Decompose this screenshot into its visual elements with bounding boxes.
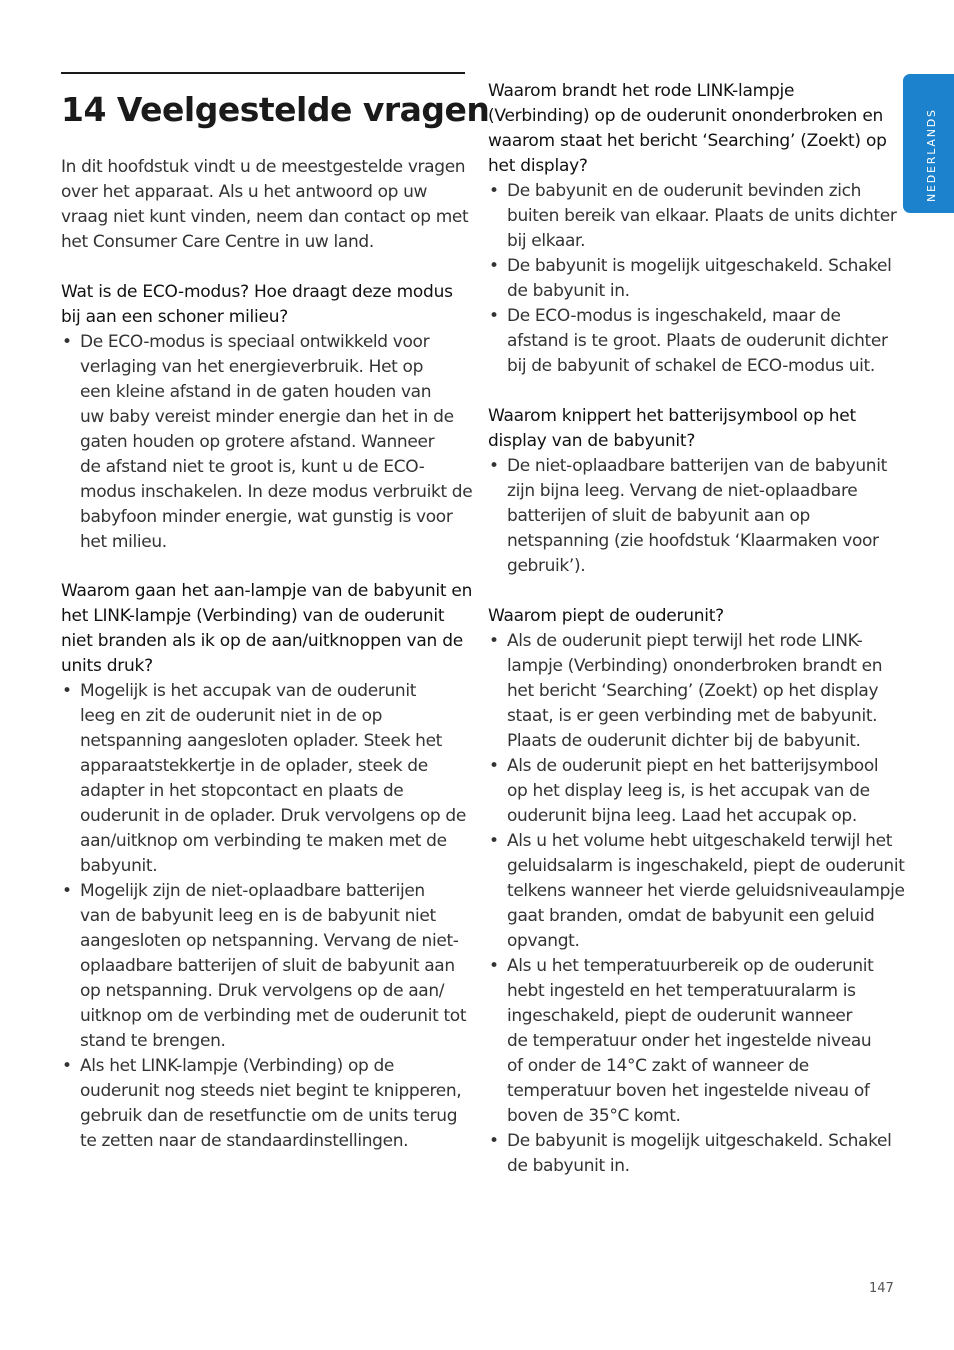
answer-line: of onder de 14°C zakt of wanneer de xyxy=(507,1056,809,1076)
faq-question xyxy=(61,579,473,679)
answer-line: Als u het volume hebt uitgeschakeld terwijl het xyxy=(507,831,893,851)
answer-line: een kleine afstand in de gaten houden van xyxy=(80,382,432,402)
answer-bullet xyxy=(488,629,890,754)
answer-line: uw baby vereist minder energie dan het in de xyxy=(80,407,454,427)
faq-battery-blink xyxy=(488,404,890,579)
answer-line: apparaatstekkertje in de oplader, steek de xyxy=(80,756,428,776)
answer-line: gaat branden, omdat de babyunit een geluid xyxy=(507,906,875,926)
answer-line: het bericht ‘Searching’ (Zoekt) op het display xyxy=(507,681,879,701)
faq-question xyxy=(488,604,890,629)
question-line: Waarom gaan het aan-lampje van de babyunit en xyxy=(61,581,473,601)
answer-bullet xyxy=(488,304,890,379)
language-tab-label: NEDERLANDS xyxy=(925,108,938,202)
bullet-icon: • xyxy=(62,681,73,701)
answer-bullet xyxy=(488,754,890,829)
answer-line: telkens wanneer het vierde geluidsniveaulampje xyxy=(507,881,905,901)
answer-line: aangesloten op netspanning. Vervang de niet- xyxy=(80,931,459,951)
answer-line: netspanning (zie hoofdstuk ‘Klaarmaken voor xyxy=(507,531,879,551)
question-line: niet branden als ik op de aan/uitknoppen van de xyxy=(61,631,463,651)
answer-bullet xyxy=(488,1129,890,1179)
question-line: waarom staat het bericht ‘Searching’ (Zoekt) op xyxy=(488,131,887,151)
answer-line: De babyunit en de ouderunit bevinden zich xyxy=(507,181,862,201)
answer-line: te zetten naar de standaardinstellingen. xyxy=(80,1131,409,1151)
answer-line: De ECO-modus is speciaal ontwikkeld voor xyxy=(80,332,430,352)
answer-line: Mogelijk zijn de niet-oplaadbare batterijen xyxy=(80,881,425,901)
question-line: (Verbinding) op de ouderunit ononderbroken en xyxy=(488,106,884,126)
intro-line: over het apparaat. Als u het antwoord op uw xyxy=(61,182,428,202)
bullet-icon: • xyxy=(489,1131,500,1151)
question-line: Waarom brandt het rode LINK-lampje xyxy=(488,81,795,101)
question-line: het display? xyxy=(488,156,588,176)
faq-lamps-not-lit xyxy=(61,579,473,1154)
answer-line: staat, is er geen verbinding met de babyunit. xyxy=(507,706,878,726)
answer-line: gaten houden op grotere afstand. Wanneer xyxy=(80,432,435,452)
answer-line: gebruik’). xyxy=(507,556,586,576)
answer-bullet xyxy=(488,954,890,1129)
answer-bullet xyxy=(488,179,897,254)
page-number: 147 xyxy=(869,1281,894,1296)
question-line: Wat is de ECO-modus? Hoe draagt deze modus xyxy=(61,282,453,302)
answer-bullet xyxy=(488,254,890,304)
answer-line: adapter in het stopcontact en plaats de xyxy=(80,781,404,801)
answer-line: babyfoon minder energie, wat gunstig is voor xyxy=(80,507,453,527)
faq-question xyxy=(488,404,890,454)
faq-eco-mode xyxy=(61,280,473,555)
faq-question xyxy=(488,79,890,179)
faq-link-searching xyxy=(488,79,897,379)
answer-bullet xyxy=(488,454,890,579)
bullet-icon: • xyxy=(489,181,500,201)
faq-question xyxy=(61,280,466,330)
question-line: bij aan een schoner milieu? xyxy=(61,307,288,327)
answer-line: bij elkaar. xyxy=(507,231,586,251)
bullet-icon: • xyxy=(489,456,500,476)
answer-line: stand te brengen. xyxy=(80,1031,226,1051)
answer-line: zijn bijna leeg. Vervang de niet-oplaadbare xyxy=(507,481,858,501)
answer-line: Mogelijk is het accupak van de ouderunit xyxy=(80,681,417,701)
answer-line: uitknop om de verbinding met de ouderunit tot xyxy=(80,1006,467,1026)
answer-line: van de babyunit leeg en is de babyunit niet xyxy=(80,906,436,926)
answer-line: opvangt. xyxy=(507,931,580,951)
answer-line: modus inschakelen. In deze modus verbruikt de xyxy=(80,482,473,502)
answer-line: buiten bereik van elkaar. Plaats de units dichter xyxy=(507,206,897,226)
answer-line: oplaadbare batterijen of sluit de babyunit aan xyxy=(80,956,455,976)
bullet-icon: • xyxy=(489,956,500,976)
intro-paragraph xyxy=(61,155,469,255)
answer-line: de temperatuur onder het ingestelde niveau xyxy=(507,1031,872,1051)
answer-line: boven de 35°C komt. xyxy=(507,1106,681,1126)
question-line: het LINK-lampje (Verbinding) van de ouderunit xyxy=(61,606,445,626)
answer-line: bij de babyunit of schakel de ECO-modus uit. xyxy=(507,356,875,376)
answer-bullet xyxy=(488,829,905,954)
question-line: units druk? xyxy=(61,656,153,676)
bullet-icon: • xyxy=(489,306,500,326)
answer-line: de afstand niet te groot is, kunt u de ECO- xyxy=(80,457,425,477)
bullet-icon: • xyxy=(489,756,500,776)
answer-line: het milieu. xyxy=(80,532,167,552)
chapter-title: 14 Veelgestelde vragen xyxy=(61,90,490,129)
answer-line: Als de ouderunit piept terwijl het rode LINK- xyxy=(507,631,863,651)
intro-line: vraag niet kunt vinden, neem dan contact op met xyxy=(61,207,469,227)
question-line: Waarom piept de ouderunit? xyxy=(488,606,724,626)
answer-line: op het display leeg is, is het accupak van de xyxy=(507,781,870,801)
answer-line: batterijen of sluit de babyunit aan op xyxy=(507,506,810,526)
answer-line: afstand is te groot. Plaats de ouderunit dichter xyxy=(507,331,888,351)
answer-line: netspanning aangesloten oplader. Steek het xyxy=(80,731,442,751)
answer-line: Als de ouderunit piept en het batterijsymbool xyxy=(507,756,879,776)
answer-line: de babyunit in. xyxy=(507,1156,630,1176)
answer-line: babyunit. xyxy=(80,856,158,876)
answer-line: Als het LINK-lampje (Verbinding) op de xyxy=(80,1056,395,1076)
answer-line: de babyunit in. xyxy=(507,281,630,301)
answer-line: temperatuur boven het ingestelde niveau of xyxy=(507,1081,870,1101)
intro-line: het Consumer Care Centre in uw land. xyxy=(61,232,374,252)
bullet-icon: • xyxy=(62,332,73,352)
question-line: display van de babyunit? xyxy=(488,431,696,451)
answer-line: De niet-oplaadbare batterijen van de babyunit xyxy=(507,456,887,476)
faq-parent-beeps xyxy=(488,604,905,1179)
answer-line: Als u het temperatuurbereik op de ouderunit xyxy=(507,956,874,976)
answer-line: ouderunit nog steeds niet begint te knipperen, xyxy=(80,1081,462,1101)
bullet-icon: • xyxy=(489,256,500,276)
answer-bullet xyxy=(61,879,466,1054)
answer-line: gebruik dan de resetfunctie om de units terug xyxy=(80,1106,458,1126)
question-line: Waarom knippert het batterijsymbool op het xyxy=(488,406,856,426)
answer-line: leeg en zit de ouderunit niet in de op xyxy=(80,706,383,726)
answer-line: op netspanning. Druk vervolgens op de aan/ xyxy=(80,981,445,1001)
bullet-icon: • xyxy=(62,881,73,901)
answer-line: Plaats de ouderunit dichter bij de babyunit. xyxy=(507,731,861,751)
answer-bullet xyxy=(61,679,466,879)
title-rule xyxy=(61,72,465,74)
bullet-icon: • xyxy=(489,631,500,651)
answer-line: De babyunit is mogelijk uitgeschakeld. Schakel xyxy=(507,256,892,276)
bullet-icon: • xyxy=(489,831,500,851)
answer-line: hebt ingesteld en het temperatuuralarm is xyxy=(507,981,856,1001)
bullet-icon: • xyxy=(62,1056,73,1076)
answer-line: De babyunit is mogelijk uitgeschakeld. Schakel xyxy=(507,1131,892,1151)
answer-line: ingeschakeld, piept de ouderunit wanneer xyxy=(507,1006,853,1026)
answer-line: geluidsalarm is ingeschakeld, piept de ouderunit xyxy=(507,856,905,876)
intro-line: In dit hoofdstuk vindt u de meestgestelde vragen xyxy=(61,157,466,177)
answer-bullet xyxy=(61,330,473,555)
answer-line: lampje (Verbinding) ononderbroken brandt en xyxy=(507,656,883,676)
answer-line: aan/uitknop om verbinding te maken met de xyxy=(80,831,447,851)
answer-line: ouderunit in de oplader. Druk vervolgens op de xyxy=(80,806,466,826)
answer-line: verlaging van het energieverbruik. Het op xyxy=(80,357,424,377)
answer-bullet xyxy=(61,1054,466,1154)
answer-line: De ECO-modus is ingeschakeld, maar de xyxy=(507,306,841,326)
answer-line: ouderunit bijna leeg. Laad het accupak op. xyxy=(507,806,857,826)
